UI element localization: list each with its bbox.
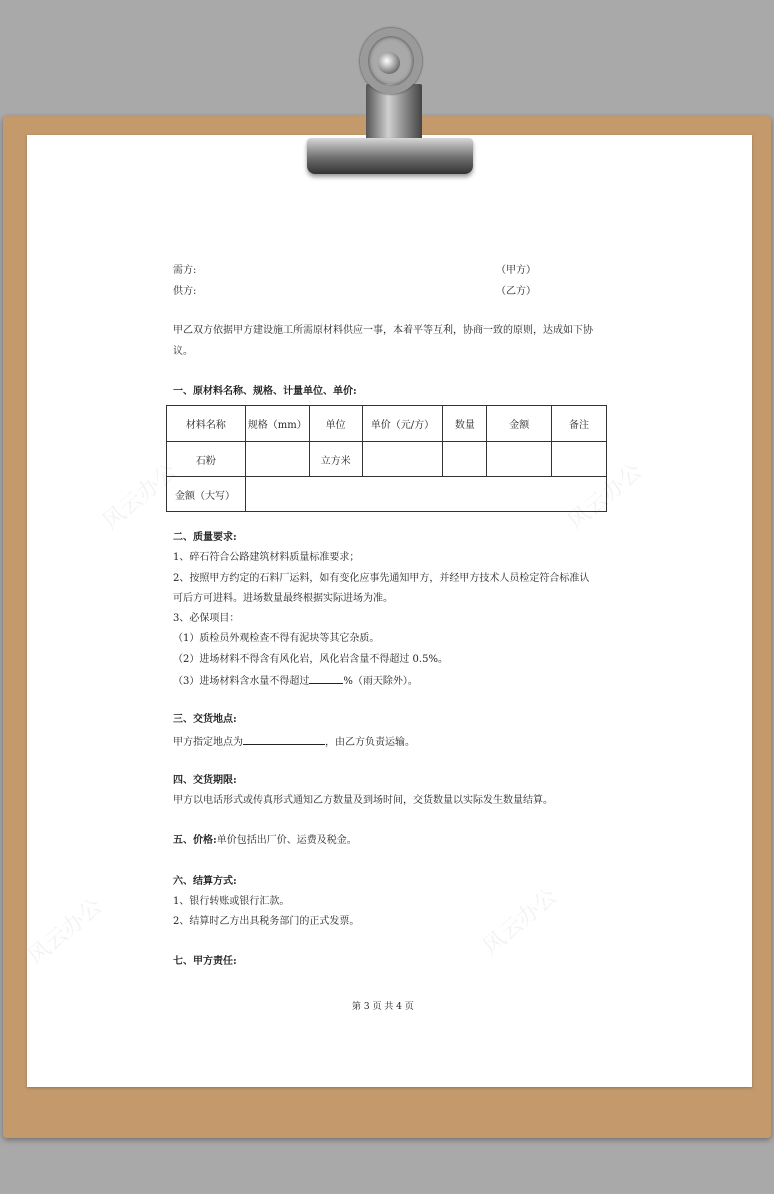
table-header-row (167, 406, 607, 442)
table-cell (443, 442, 487, 477)
demand-party-label: 需方: (173, 265, 197, 276)
quality-item-3-3 (173, 673, 418, 689)
table-cell: 立方米 (309, 442, 362, 477)
delivery-place (173, 734, 415, 750)
intro-line-2: 议。 (173, 346, 193, 357)
table-cell: 石粉 (167, 442, 246, 477)
settlement-item-2: 2、结算时乙方出具税务部门的正式发票。 (173, 916, 360, 927)
section2-title: 二、质量要求: (173, 532, 237, 543)
quality-item-3: 3、必保项目： (173, 613, 240, 624)
page-number: 第 3 页 共 4 页 (352, 1002, 414, 1012)
header-cell: 数量 (443, 406, 487, 442)
binder-clip-icon (307, 138, 473, 174)
watermark: 风云办公 (478, 884, 563, 960)
total-value-cell (245, 477, 606, 512)
place-text-post: ，由乙方负责运输。 (325, 737, 415, 748)
section5-title: 五、价格: (173, 835, 217, 846)
supply-party-label: 供方: (173, 286, 197, 297)
section1-title: 一、原材料名称、规格、计量单位、单价: (173, 386, 357, 397)
table-cell (552, 442, 607, 477)
quality-item-1: 1、碎石符合公路建筑材料质量标准要求； (173, 552, 360, 563)
table-cell (245, 442, 309, 477)
header-cell: 材料名称 (167, 406, 246, 442)
materials-table (166, 405, 607, 512)
place-text-pre: 甲方指定地点为 (173, 737, 243, 748)
quality-item-3-2: （2）进场材料不得含有风化岩，风化岩含量不得超过 0.5%。 (173, 654, 448, 665)
section6-title: 六、结算方式: (173, 876, 237, 887)
table-cell (487, 442, 552, 477)
price-text: 单价包括出厂价、运费及税金。 (216, 835, 357, 846)
header-cell: 单价（元/方） (362, 406, 443, 442)
settlement-item-1: 1、银行转账或银行汇款。 (173, 896, 290, 907)
quality-item-2-line-2: 可后方可进料。进场数量最终根据实际进场为准。 (173, 593, 393, 604)
section5-line (173, 834, 357, 848)
watermark: 风云办公 (98, 459, 183, 535)
section3-title: 三、交货地点: (173, 714, 237, 725)
section4-title: 四、交货期限: (173, 775, 237, 786)
header-cell: 金额 (487, 406, 552, 442)
watermark: 风云办公 (563, 459, 648, 535)
supply-party-tag: （乙方） (496, 286, 536, 297)
header-cell: 单位 (309, 406, 362, 442)
moisture-blank (309, 673, 343, 684)
table-row (167, 442, 607, 477)
watermark: 风云办公 (23, 894, 108, 970)
place-blank (243, 734, 325, 745)
table-cell (362, 442, 443, 477)
quality-item-3-1: （1）质检员外观检查不得有泥块等其它杂质。 (173, 633, 380, 644)
binder-clip-rivet (378, 52, 400, 74)
quality-item-2-line-1: 2、按照甲方约定的石料厂运料，如有变化应事先通知甲方，并经甲方技术人员检定符合标准认 (173, 573, 590, 584)
table-total-row (167, 477, 607, 512)
moisture-text-post: %（雨天除外）。 (343, 676, 418, 687)
header-cell: 备注 (552, 406, 607, 442)
total-label-cell: 金额（大写） (167, 477, 246, 512)
moisture-text-pre: （3）进场材料含水量不得超过 (173, 676, 310, 687)
deadline-text: 甲方以电话形式或传真形式通知乙方数量及到场时间，交货数量以实际发生数量结算。 (173, 795, 553, 806)
document-page (27, 135, 752, 1087)
demand-party-tag: （甲方） (496, 265, 536, 276)
section7-title: 七、甲方责任: (173, 956, 237, 967)
header-cell: 规格（mm） (245, 406, 309, 442)
intro-line-1: 甲乙双方依据甲方建设施工所需原材料供应一事，本着平等互利，协商一致的原则，达成如下协 (173, 325, 593, 336)
